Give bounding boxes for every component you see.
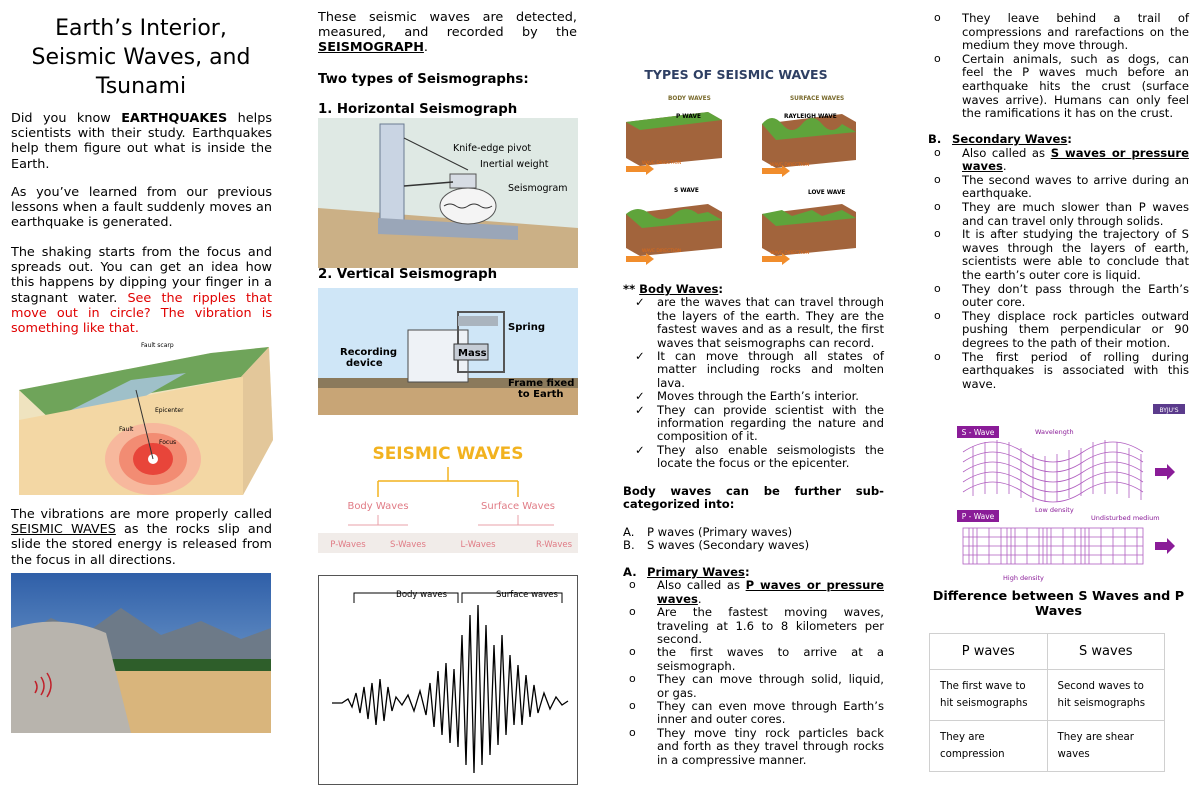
list-item: o They displace rock particles outward pushing them perpendicular or 90 degrees to the path of their motion. [928,310,1189,351]
secondary-title: Secondary Waves [952,132,1068,146]
high-density-label: High density [1003,574,1044,582]
tree-p-waves: P-Waves [330,540,366,550]
body-waves-list [623,296,884,470]
list-text: P waves (Primary waves) [647,525,793,539]
types-of-seismic-waves-diagram [612,62,860,272]
list-item: ✓ Moves through the Earth’s interior. [623,390,884,403]
page-title: Earth’s Interior, Seismic Waves, and Tsunami [31,16,251,99]
vertical-seismograph-heading: 2. Vertical Seismograph [318,267,498,282]
earthquake-focus-illustration [11,335,273,495]
s-wave-direction-label: WAVE DIRECTION [642,249,682,254]
primary-waves-section [623,566,884,767]
subcategory-heading: Body waves can be further sub-categorized into: [623,484,884,512]
rayleigh-direction-label: WAVE DIRECTION [770,163,810,168]
diagram-body-waves: BODY WAVES [668,96,711,102]
diagram-surface-waves: SURFACE WAVES [790,96,845,102]
s-p-wave-diagram [955,402,1193,584]
p-wave-tag-label: P - Wave [961,512,995,521]
p-wave-block [626,112,722,166]
table-header-row [930,634,1165,670]
p-waves-term: P waves or pressure waves [657,578,884,606]
focus-label: Focus [159,439,177,446]
surface-waves-label: Surface waves [496,590,558,600]
s-wave-label: S WAVE [674,188,699,194]
body-waves-colon: : [718,282,724,296]
list-item: ✓ It can move through all states of matter including rocks and molten lava. [623,350,884,390]
seismograph-text: These seismic waves are detected, measured, and recorded by the [318,10,577,41]
s-wave-tag-label: S - Wave [961,428,995,437]
list-item: ✓ They also enable seismologists the locate the focus or the epicenter. [623,444,884,471]
spring [458,316,498,326]
list-letter: B. [623,538,635,553]
p-wave-arrow [1155,538,1175,554]
seismograph-types-heading: Two types of Seismographs: [318,72,529,87]
seismic-landscape-illustration [11,573,271,733]
list-text: Also called as [657,578,746,593]
list-item: o They are much slower than P waves and can travel only through solids. [928,201,1189,228]
list-item: o They leave behind a trail of compressions and rarefactions on the medium they move through. [928,12,1189,53]
p-waves-column-header: P waves [930,634,1048,670]
tree-body-waves: Body Waves [347,501,409,512]
table-row [930,721,1165,772]
list-item: ✓ They can provide scientist with the information regarding the nature and composition of it. [623,404,884,444]
body-waves-title: Body Waves [639,282,719,296]
epicenter-label: Epicenter [155,407,184,414]
p-wave-label: P WAVE [676,114,701,120]
list-item [928,147,1189,174]
list-text-end: . [697,591,702,606]
list-item: o They can move through solid, liquid, or gas. [623,673,884,700]
intro-text-rest: helps scientists with their study. Earthquakes help them figure out what is inside the Earth. [11,111,272,172]
low-density-label: Low density [1035,506,1074,514]
list-item: o It is after studying the trajectory of S waves through the layers of earth, scientists were able to conclude that the earth’s outer core is liquid. [928,228,1189,282]
secondary-letter: B. [928,132,942,146]
ripples-text: See the ripples that move out in circle? The vibration is something like that. [11,290,272,337]
body-waves-heading [623,283,884,296]
primary-title: Primary Waves [647,565,745,579]
primary-waves-heading [623,566,884,579]
mass-label: Mass [458,348,487,359]
wavelength-label: Wavelength [1035,428,1074,436]
table-cell: The first wave to hit seismographs [930,670,1048,721]
vertical-seismograph-figure [318,288,578,415]
rayleigh-wave-label: RAYLEIGH WAVE [784,114,837,120]
horizontal-seismograph-heading: 1. Horizontal Seismograph [318,102,518,117]
shaking-paragraph [11,245,272,336]
p-wave-continued-list [928,12,1189,121]
list-item: o The second waves to arrive during an earthquake. [928,174,1189,201]
list-item: o They don’t pass through the Earth’s outer core. [928,283,1189,310]
love-direction-label: WAVE DIRECTION [770,251,810,256]
frame-fixed-label: Frame fixed [508,378,575,389]
secondary-waves-section [928,133,1189,391]
secondary-waves-heading [928,133,1189,147]
secondary-waves-list [928,147,1189,392]
p-wave-direction-label: WAVE DIRECTION [642,161,682,166]
love-wave-label: LOVE WAVE [808,190,846,196]
list-item: o the first waves to arrive at a seismograph. [623,646,884,673]
list-text: Also called as [962,145,1051,160]
to-earth-label: to Earth [518,389,564,400]
intro-text: Did you know [11,111,122,126]
tree-r-waves: R-Waves [535,540,573,550]
body-waves-section [623,283,884,471]
knife-edge-pivot-label: Knife-edge pivot [453,143,532,154]
spring-label: Spring [508,322,545,333]
table-cell: They are compression [930,721,1048,772]
brand-logo: BYJU'S [1159,407,1179,414]
recording-device-label: Recording [340,347,398,358]
list-item: o Are the fastest moving waves, traveling at 1.6 to 8 kilometers per second. [623,606,884,646]
earthquakes-term: EARTHQUAKES [121,111,228,126]
list-item: o They can even move through Earth’s inner and outer cores. [623,700,884,727]
table-cell: They are shear waves [1047,721,1165,772]
seismic-waves-term: SEISMIC WAVES [11,522,116,538]
inertial-weight-label: Inertial weight [480,159,549,170]
seismograph-term: SEISMOGRAPH [318,40,424,56]
table-row [930,670,1165,721]
seismic-waves-tree [318,437,578,555]
diagram-title: TYPES OF SEISMIC WAVES [644,67,828,82]
seismic-waves-paragraph [11,507,272,568]
primary-colon: : [744,565,750,579]
recording-device-label-2: device [346,358,383,369]
body-waves-label: Body waves [396,590,448,600]
s-wave-block [626,188,722,256]
seismogram-label: Seismogram [508,183,568,194]
comparison-table-title: Difference between S Waves and P Waves [932,589,1185,619]
fault-paragraph: As you’ve learned from our previous lessons when a fault suddenly moves an earthquake is generated. [11,185,272,231]
inertial-weight [450,174,476,188]
list-item: o Certain animals, such as dogs, can feel the P waves much before an earthquake hits the crust (surface waves arrive). Humans can only feel the ramifications it has on the crust. [928,53,1189,121]
tree-s-waves: S-Waves [390,540,426,550]
tree-title: SEISMIC WAVES [372,444,524,464]
list-item [623,526,884,539]
list-item [623,539,884,552]
comparison-table [929,633,1165,772]
rayleigh-wave-block [762,114,856,168]
s-wave-mesh [963,440,1143,502]
seismogram-trace-figure [318,575,578,785]
horizontal-seismograph-figure [318,118,578,268]
undisturbed-medium-label: Undisturbed medium [1091,514,1160,522]
list-text: S waves (Secondary waves) [647,538,810,553]
primary-waves-list [623,579,884,767]
fault-label: Fault [119,426,134,433]
table-cell: Second waves to hit seismographs [1047,670,1165,721]
seismograph-paragraph [318,10,577,56]
secondary-colon: : [1067,132,1072,146]
subcategory-list [623,526,884,553]
list-text-end: . [1002,159,1007,174]
intro-paragraph [11,111,272,172]
list-item [623,579,884,606]
list-item: o The first period of rolling during earthquakes is associated with this wave. [928,351,1189,392]
fault-scarp-label: Fault scarp [141,342,174,349]
vibration-text: The vibrations are more properly called [11,507,272,522]
p-wave-mesh [963,528,1143,564]
primary-letter: A. [623,565,637,579]
seismograph-period: . [423,40,428,56]
tree-surface-waves: Surface Waves [481,501,555,512]
list-item: ✓ are the waves that can travel through the layers of the earth. They are the fastest waves and as a result, the first waves that seismographs can record. [623,296,884,350]
list-item: o They move tiny rock particles back and forth as they travel through rocks in a compressive manner. [623,727,884,767]
s-waves-term: S waves or pressure waves [962,145,1190,174]
tree-l-waves: L-Waves [460,540,496,550]
vibration-text-rest: as the rocks slip and slide the stored energy is released from the focus in all directions. [11,522,272,568]
p-wave-continued [928,12,1189,121]
body-waves-prefix: ** [623,282,640,296]
list-letter: A. [623,525,635,539]
love-wave-block [762,190,856,256]
seismograph-post [380,124,404,224]
s-waves-column-header: S waves [1047,634,1165,670]
shaking-text: The shaking starts from the focus and spreads out. You can get an idea how this happens by dipping your finger in a stagnant water. [11,245,272,306]
s-wave-arrow [1155,464,1175,480]
